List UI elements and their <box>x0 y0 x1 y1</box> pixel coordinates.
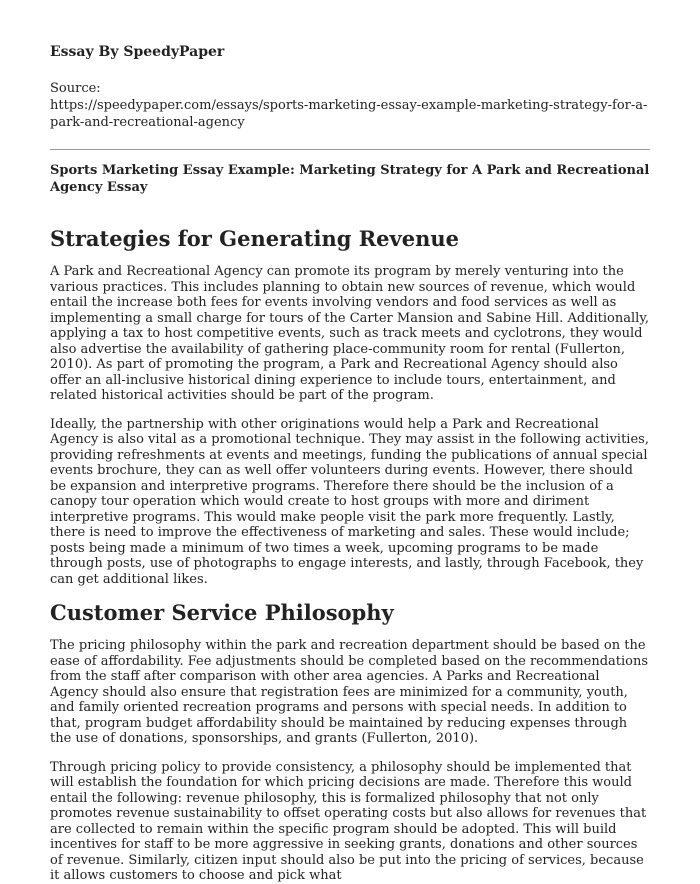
document-title: Sports Marketing Essay Example: Marketing Strategy for A Park and Recreational Agency Essay <box>50 163 650 195</box>
source-label: Source: <box>50 81 101 96</box>
brand-title: Essay By SpeedyPaper <box>50 44 225 60</box>
section-heading: Strategies for Generating Revenue <box>50 226 459 251</box>
paragraph: Through pricing policy to provide consistency, a philosophy should be implemented that will establish the foundation for which pricing decisions are made. Therefore this would entail the following: revenue philosophy, this is formalized philosophy that not only promotes revenue sustainability to offset operating costs but also allows for revenues that are collected to remain within the specific program should be adopted. This will build incentives for staff to be more aggressive in seeking grants, donations and other sources of revenue. Similarly, citizen input should also be put into the pricing of services, because it allows customers to choose and pick what <box>50 759 647 883</box>
paragraph: The pricing philosophy within the park and recreation department should be based on the ease of affordability. Fee adjustments should be completed based on the recommendations from the staff after comparison with other area agencies. A Parks and Recreational Agency should also ensure that registration fees are minimized for a community, youth, and family oriented recreation programs and persons with special needs. In addition to that, program budget affordability should be maintained by reducing expenses through the use of donations, sponsorships, and grants (Fullerton, 2010). <box>50 638 649 746</box>
divider <box>50 149 650 150</box>
section-revenue <box>50 226 650 587</box>
paragraph: Ideally, the partnership with other originations would help a Park and Recreational Agency is also vital as a promotional technique. They may assist in the following activities, providing refreshments at events and meetings, funding the publications of annual special events brochure, they can as well offer volunteers during events. However, there should be expansion and interpretive programs. Therefore there should be the inclusion of a canopy tour operation which would create to host groups with more and diriment interpretive programs. This would make people visit the park more frequently. Lastly, there is need to improve the effectiveness of marketing and sales. These would include; posts being made a minimum of two times a week, upcoming programs to be made through posts, use of photographs to engage interests, and lastly, through Facebook, they can get additional likes. <box>50 416 649 587</box>
section-customer-service <box>50 600 650 884</box>
section-heading: Customer Service Philosophy <box>50 600 394 625</box>
paragraph: A Park and Recreational Agency can promote its program by merely venturing into the various practices. This includes planning to obtain new sources of revenue, which would entail the increase both fees for events involving vendors and food services as well as implementing a small charge for tours of the Carter Mansion and Sabine Hill. Additionally, applying a tax to host competitive events, such as track meets and cyclotrons, they would also advertise the availability of gathering place-community room for rental (Fullerton, 2010). As part of promoting the program, a Park and Recreational Agency should also offer an all-inclusive historical dining experience to include tours, entertainment, and related historical activities should be part of the program. <box>50 264 650 403</box>
source-url[interactable]: https://speedypaper.com/essays/sports-marketing-essay-example-marketing-strategy-for-a-park-and-recreational-agency <box>50 98 648 130</box>
